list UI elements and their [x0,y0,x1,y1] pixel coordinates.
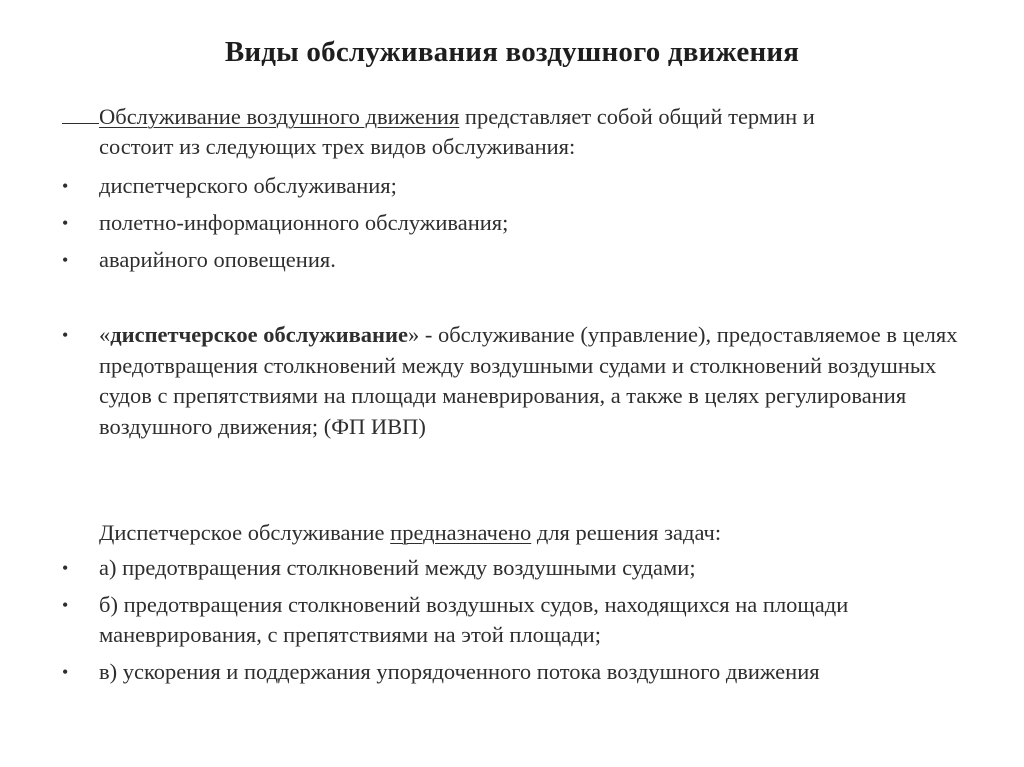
bullet-icon: • [62,662,69,682]
bullet-icon: • [62,558,69,578]
purpose-underlined: предназначено [390,520,532,545]
slide-title: Виды обслуживания воздушного движения [224,36,800,68]
intro-line-1 [62,101,962,132]
service-type-text: аварийного оповещения. [99,247,336,272]
intro-paragraph [62,101,962,162]
purpose-after: для решения задач: [531,520,722,545]
intro-line-2: состоит из следующих трех видов обслуживания: [99,134,576,159]
bullet-icon: • [62,213,69,233]
quote-close: » [407,322,420,347]
bullet-icon: • [62,595,69,615]
bullet-icon: • [62,176,69,196]
task-text: а) предотвращения столкновений между воздушными судами; [99,555,696,580]
task-text: в) ускорения и поддержания упорядоченного потока воздушного движения [99,659,820,684]
quote-open: « [99,322,111,347]
purpose-line [99,518,721,548]
definition-text [99,320,967,442]
definition-term: диспетчерское обслуживание [110,322,408,347]
service-type-text: диспетчерского обслуживания; [99,173,397,198]
service-type-text: полетно-информационного обслуживания; [99,210,509,235]
indent-underline [62,101,99,124]
purpose-before: Диспетчерское обслуживание [99,520,391,545]
intro-lead-rest: представляет собой общий термин и [459,104,815,129]
bullet-icon: • [62,250,69,270]
intro-lead-term: Обслуживание воздушного движения [99,104,460,129]
bullet-icon: • [62,325,69,345]
task-text: б) предотвращения столкновений воздушных судов, находящихся на площади маневрирования, с препятствиями на этой площади; [99,592,849,647]
definition-body: - обслуживание (управление), предоставляемое в целях предотвращения столкновений между воздушными судами и столкновений воздушных судов с препятствиями на площади маневрирования, а также в целях регулирования воздушного движения; (ФП ИВП) [99,322,958,439]
